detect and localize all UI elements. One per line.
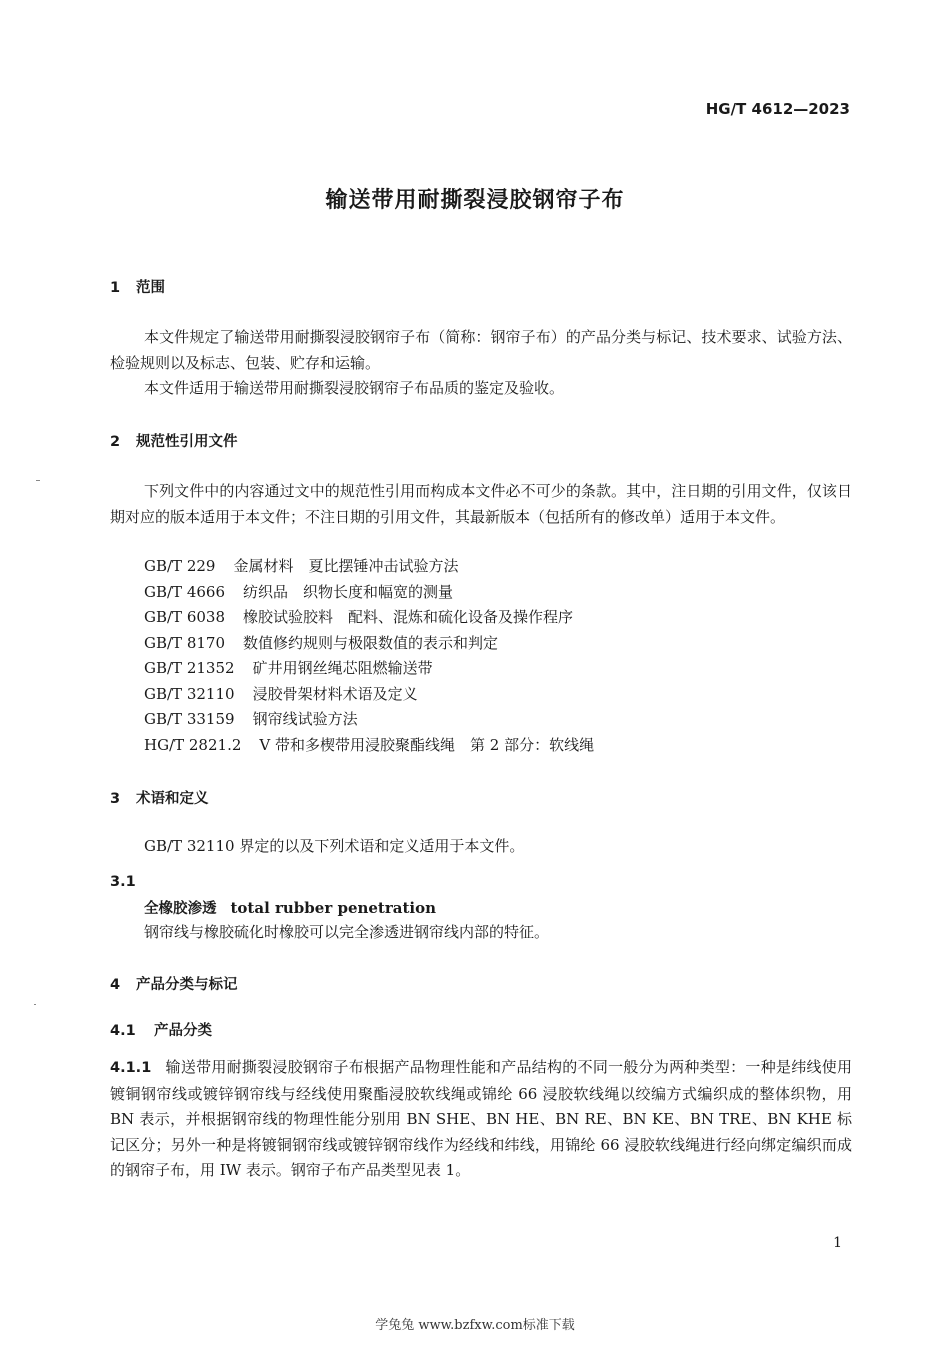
reference-list xyxy=(144,554,594,758)
term-definition: 钢帘线与橡胶硫化时橡胶可以完全渗透进钢帘线内部的特征。 xyxy=(144,923,550,941)
section-title: 规范性引用文件 xyxy=(136,434,238,450)
section-title: 范围 xyxy=(136,280,165,296)
references-intro: 下列文件中的内容通过文中的规范性引用而构成本文件必不可少的条款。其中，注日期的引用文件，仅该日期对应的版本适用于本文件；不注日期的引用文件，其最新版本（包括所有的修改单）适用于本文件。 xyxy=(110,482,852,526)
reference-name: 金属材料 夏比摆锤冲击试验方法 xyxy=(233,557,459,575)
clause-number: 4.1.1 xyxy=(110,1060,152,1076)
section-1-heading xyxy=(110,276,165,297)
section-title: 产品分类与标记 xyxy=(136,977,238,993)
reference-name: 橡胶试验胶料 配料、混炼和硫化设备及操作程序 xyxy=(243,608,574,626)
reference-name: V 带和多楔带用浸胶聚酯线绳 第 2 部分：软线绳 xyxy=(259,735,595,754)
section-3-heading xyxy=(110,787,209,808)
scope-paragraph-1: 本文件规定了输送带用耐撕裂浸胶钢帘子布（简称：钢帘子布）的产品分类与标记、技术要求、试验方法、检验规则以及标志、包装、贮存和运输。 xyxy=(110,328,852,372)
reference-code: GB/T 4666 xyxy=(144,582,226,601)
reference-code: GB/T 32110 xyxy=(144,684,235,703)
section-title: 术语和定义 xyxy=(136,791,209,807)
clause-text: 输送带用耐撕裂浸胶钢帘子布根据产品物理性能和产品结构的不同一般分为两种类型：一种是纬线使用镀铜钢帘线或镀锌钢帘线与经线使用聚酯浸胶软线绳或锦纶 66 浸胶软线绳以绞编方式编织成的整体织物，用 BN 表示，并根据钢帘线的物理性能分别用 BN SHE、BN HE、BN RE、BN KE、BN TRE、BN KHE 标记区分；另外一种是将镀铜钢帘线或镀锌钢帘线作为经线和纬线，用锦纶 66 浸胶软线绳进行经向绑定编织而成的钢帘子布，用 IW 表示。钢帘子布产品类型见表 1。 xyxy=(110,1058,852,1179)
reference-code: GB/T 229 xyxy=(144,557,216,575)
reference-item xyxy=(144,733,594,759)
term-number: 3.1 xyxy=(110,874,136,890)
reference-item xyxy=(144,554,594,580)
term-name-en: total rubber penetration xyxy=(230,899,437,917)
section-2-heading xyxy=(110,430,238,451)
clause-4-1-1 xyxy=(110,1055,852,1184)
scan-mark xyxy=(36,480,40,481)
term-name-cn: 全橡胶渗透 xyxy=(144,901,217,917)
subsection-number: 4.1 xyxy=(110,1023,136,1039)
section-number: 3 xyxy=(110,791,121,807)
reference-item xyxy=(144,580,594,606)
reference-code: HG/T 2821.2 xyxy=(144,735,242,754)
section-number: 2 xyxy=(110,434,121,450)
scope-paragraph-2: 本文件适用于输送带用耐撕裂浸胶钢帘子布品质的鉴定及验收。 xyxy=(144,379,565,397)
footer-watermark: 学兔兔 www.bzfxw.com标准下载 xyxy=(375,1318,575,1333)
document-code: HG/T 4612—2023 xyxy=(705,100,850,118)
document-title: 输送带用耐撕裂浸胶钢帘子布 xyxy=(325,188,625,213)
reference-name: 钢帘线试验方法 xyxy=(252,710,358,728)
reference-item xyxy=(144,682,594,708)
reference-item xyxy=(144,656,594,682)
reference-name: 浸胶骨架材料术语及定义 xyxy=(252,684,418,703)
reference-item xyxy=(144,605,594,631)
reference-item xyxy=(144,631,594,657)
section-number: 1 xyxy=(110,280,121,296)
term-title xyxy=(144,897,436,918)
reference-item xyxy=(144,707,594,733)
reference-code: GB/T 6038 xyxy=(144,608,226,626)
terms-intro: GB/T 32110 界定的以及下列术语和定义适用于本文件。 xyxy=(144,837,525,855)
section-number: 4 xyxy=(110,977,121,993)
reference-name: 矿井用钢丝绳芯阻燃输送带 xyxy=(252,659,433,677)
reference-code: GB/T 33159 xyxy=(144,710,235,728)
reference-code: GB/T 8170 xyxy=(144,633,226,652)
reference-code: GB/T 21352 xyxy=(144,659,235,677)
reference-name: 数值修约规则与极限数值的表示和判定 xyxy=(243,633,499,652)
section-4-heading xyxy=(110,973,238,994)
subsection-4-1-heading xyxy=(110,1019,212,1040)
subsection-title: 产品分类 xyxy=(154,1023,212,1039)
scan-mark xyxy=(34,1004,36,1005)
reference-name: 纺织品 织物长度和幅宽的测量 xyxy=(243,582,454,601)
page-number: 1 xyxy=(833,1235,842,1251)
